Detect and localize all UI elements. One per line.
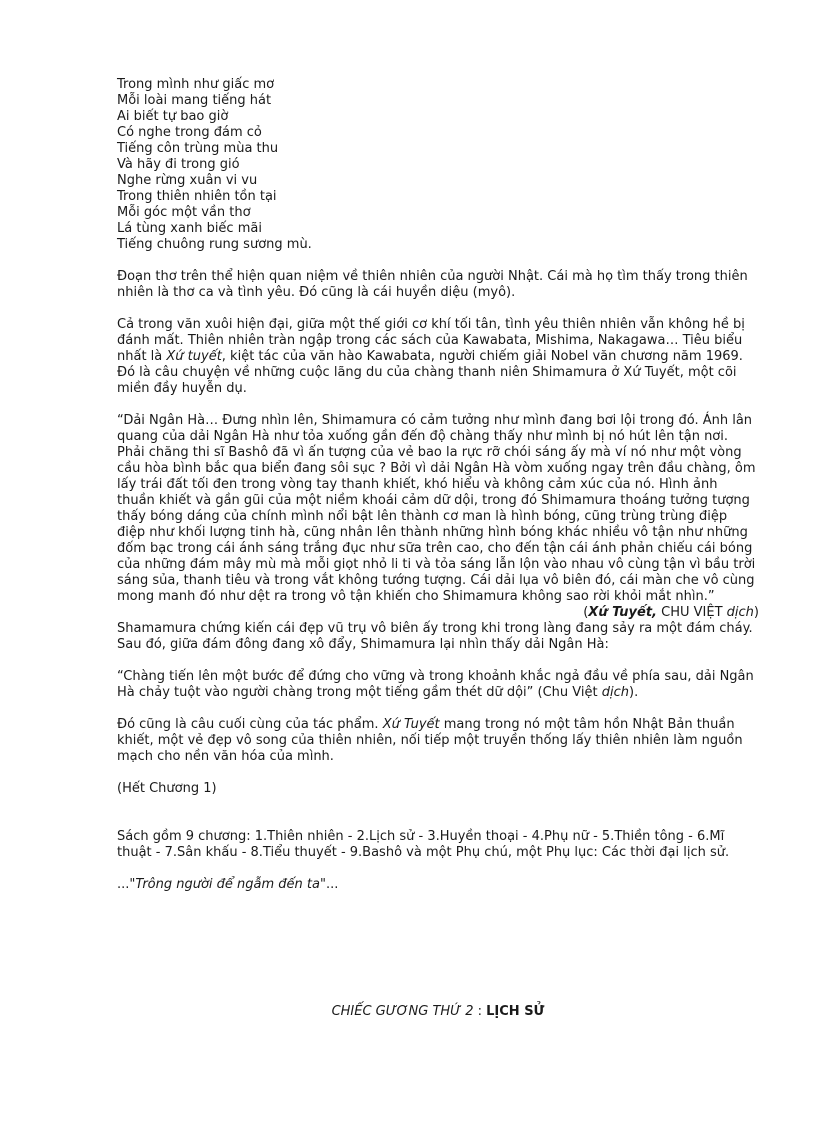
text-run: mang trong nó một tâm hồn Nhật Bản thuần khiết, một vẻ đẹp vô song của thiên nhiên, nối tiếp một truyền thống lấy thiên nhiên làm nguồn mạch cho nền văn hóa của mình. xyxy=(117,717,743,764)
poem-line: Nghe rừng xuân vi vu xyxy=(117,173,258,188)
poem-line: Mỗi góc một vần thơ xyxy=(117,205,251,220)
chapter-separator: : xyxy=(473,1004,487,1019)
text-run: “Chàng tiến lên một bước để đứng cho vững và trong khoảnh khắc ngả đầu về phía sau, dải Ngân Hà chảy tuột vào người chàng trong một tiếng gầm thét dữ dội” (Chu Việt xyxy=(117,669,754,700)
paragraph-modern-prose xyxy=(117,317,759,397)
paragraph-conclusion xyxy=(117,717,759,765)
citation-open: ( xyxy=(583,605,589,620)
book-title-xu-tuyet: Xứ tuyết xyxy=(166,349,222,364)
text-run: ). xyxy=(629,685,639,700)
poem-line: Trong thiên nhiên tồn tại xyxy=(117,189,277,204)
paragraph-fire-scene: Shamamura chứng kiến cái đẹp vũ trụ vô biên ấy trong khi trong làng đang sảy ra một đám cháy. Sau đó, giữa đám đông đang xô đẩy, Shimamura lại nhìn thấy dải Ngân Hà: xyxy=(117,621,753,652)
text-italic: dịch xyxy=(601,685,629,700)
citation-close: ) xyxy=(753,605,759,620)
chapter-label: CHIẾC GƯƠNG THỨ 2 xyxy=(331,1004,474,1019)
citation-translator: CHU VIỆT xyxy=(657,605,727,620)
text-run: Cả trong văn xuôi hiện đại, giữa một thế giới cơ khí tối tân, tình yêu thiên nhiên vẫn không hề bị đánh mất. Thiên nhiên tràn ngập trong các sách của Kawabata, Mishima, Nakagawa… Tiêu biểu nhất là xyxy=(117,317,745,364)
text-run: , kiệt tác của văn hào Kawabata, người chiếm giải Nobel văn chương năm 1969. Đó là câu chuyện về những cuộc lãng du của chàng thanh niên Shimamura ở Xứ Tuyết, một cõi miền đầy huyễn dụ. xyxy=(117,349,743,396)
text-run: Đó cũng là câu cuối cùng của tác phẩm. xyxy=(117,717,383,732)
citation-role: dịch xyxy=(726,605,754,620)
poem-line: Mỗi loài mang tiếng hát xyxy=(117,93,272,108)
poem-line: Có nghe trong đám cỏ xyxy=(117,125,262,140)
poem-line: Tiếng chuông rung sương mù. xyxy=(117,237,312,252)
text-run: ..." xyxy=(117,877,136,892)
document-page xyxy=(117,77,759,893)
poem xyxy=(117,77,759,253)
paragraph-nature-view: Đoạn thơ trên thể hiện quan niệm về thiên nhiên của người Nhật. Cái mà họ tìm thấy trong thiên nhiên là thơ ca và tình yêu. Đó cũng là cái huyền diệu (myô). xyxy=(117,269,748,300)
book-title-xu-tuyet: Xứ Tuyết xyxy=(382,717,440,732)
citation-title: Xứ Tuyết, xyxy=(588,605,657,620)
poem-line: Lá tùng xanh biếc mãi xyxy=(117,221,262,236)
quote-citation xyxy=(117,605,759,621)
quote-final-sentence xyxy=(117,669,759,701)
chapter-title-text: LỊCH SỬ xyxy=(486,1004,545,1019)
next-chapter-heading xyxy=(117,1004,759,1020)
poem-line: Tiếng côn trùng mùa thu xyxy=(117,141,279,156)
text-run: "... xyxy=(320,877,339,892)
teaser-quote: Trông người để ngẫm đến ta xyxy=(135,877,320,892)
poem-line: Ai biết tự bao giờ xyxy=(117,109,229,124)
poem-line: Trong mình như giấc mơ xyxy=(117,77,275,92)
book-contents: Sách gồm 9 chương: 1.Thiên nhiên - 2.Lịch sử - 3.Huyền thoại - 4.Phụ nữ - 5.Thiền tông - 6.Mĩ thuật - 7.Sân khấu - 8.Tiểu thuyết - 9.Bashô và một Phụ chú, một Phụ lục: Các thời đại lịch sử. xyxy=(117,829,730,860)
poem-line: Và hãy đi trong gió xyxy=(117,157,240,172)
teaser-line xyxy=(117,877,759,893)
end-of-chapter-note: (Hết Chương 1) xyxy=(117,781,217,796)
quote-milky-way: “Dải Ngân Hà… Đưng nhìn lên, Shimamura có cảm tưởng như mình đang bơi lội trong đó. Ánh lân quang của dải Ngân Hà như tỏa xuống gần đến độ chàng thấy như mình bị nó hút lên tận nơi. Phải chăng thi sĩ Bashô đã vì ấn tượng của vẻ bao la rực rỡ chói sáng ấy mà ví nó như một vòng cầu hòa bình bắc qua biển đang sôi sục ? Bởi vì dải Ngân Hà vòm xuống ngay trên đầu chàng, ôm lấy trái đất tối đen trong vòng tay thanh khiết, khó hiểu và không cảm xúc của nó. Hình ảnh thuần khiết và gần gũi của một niềm khoái cảm dữ dội, trong đó Shimamura thoáng tưởng tượng thấy bóng dáng của chính mình nổi bật lên thành cơ man là hình bóng, cũng trùng trùng điệp điệp như khối lượng tinh hà, cũng nhân lên thành những hình bóng khác nhiều vô tận như những đốm bạc trong cái ánh sáng trắng đục như sữa trên cao, cho đến tận cái ánh phản chiếu cái bóng của những đám mây mù mà mỗi giọt nhỏ li ti và tỏa sáng lẫn lộn vào nhau vô cùng tận vì bầu trời sáng sủa, thanh tiêu và trong vắt không tướng tượng. Cái dải lụa vô biên đó, cái màn che vô cùng mong manh đó như dệt ra trong vô tận khiến cho Shimamura không sao rời khỏi mắt nhìn.” xyxy=(117,413,756,604)
